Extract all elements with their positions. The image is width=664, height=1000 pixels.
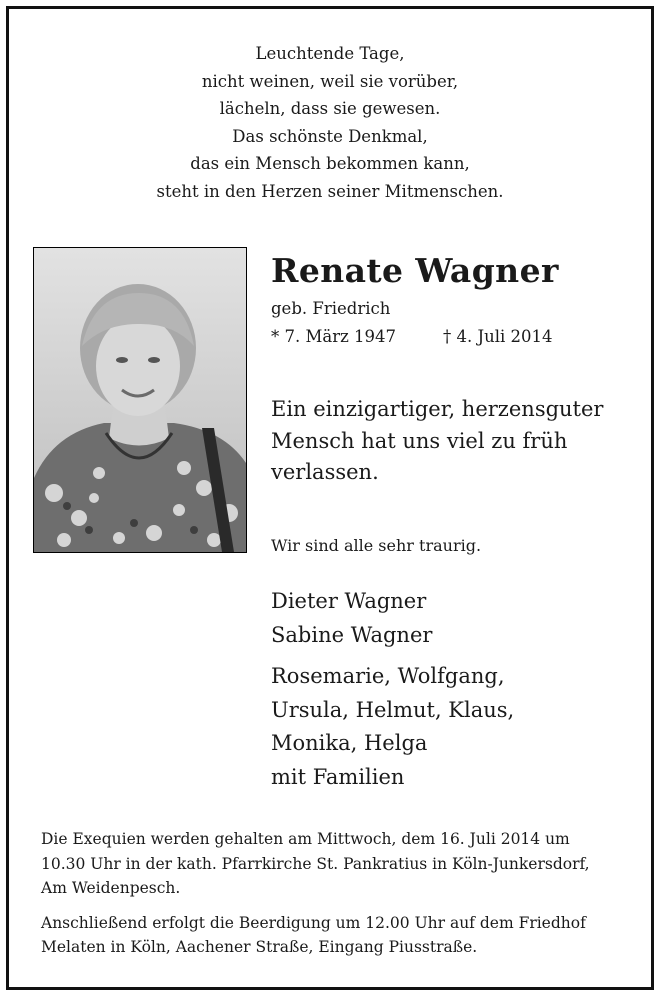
poem-line: das ein Mensch bekommen kann, [190,154,470,174]
birth-date: * 7. März 1947 [271,327,397,346]
mourner: Sabine Wagner [271,622,433,647]
service-line: 10.30 Uhr in der kath. Pfarrkirche St. Pankratius in Köln-Junkersdorf, [41,854,590,873]
tribute-line: Ein einzigartiger, herzensguter [271,397,604,421]
tribute-line: Mensch hat uns viel zu früh [271,428,568,453]
poem-line: Das schönste Denkmal, [232,126,428,146]
poem-line: Leuchtende Tage, [255,44,405,63]
poem [9,40,651,206]
sorrow-line: Wir sind alle sehr traurig. [271,536,482,555]
portrait-photo [33,247,247,553]
service-details [41,827,633,960]
mourner: Ursula, Helmut, Klaus, [271,697,515,722]
service-line: Die Exequien werden gehalten am Mittwoch, dem 16. Juli 2014 um [41,830,570,848]
portrait-illustration [34,248,246,552]
burial-line: Melaten in Köln, Aachener Straße, Eingang Piusstraße. [41,938,478,956]
deceased-name: Renate Wagner [271,251,559,290]
mourner: Dieter Wagner [271,589,427,613]
burial-info [41,911,633,960]
poem-line: nicht weinen, weil sie vorüber, [201,71,459,91]
mourner: Monika, Helga [271,731,428,755]
poem-line: lächeln, dass sie gewesen. [219,99,441,119]
death-date: † 4. Juli 2014 [443,327,553,346]
burial-line: Anschließend erfolgt die Beerdigung um 12.00 Uhr auf dem Friedhof [41,913,586,932]
mourner: mit Familien [271,764,405,789]
mourners-list [271,585,514,794]
death-notice [6,6,654,990]
tribute-text [271,394,603,489]
poem-line: steht in den Herzen seiner Mitmenschen. [156,181,504,201]
birth-name: geb. Friedrich [271,299,391,318]
life-dates [271,327,553,346]
service-info [41,827,633,901]
service-line: Am Weidenpesch. [41,879,181,897]
mourner: Rosemarie, Wolfgang, [271,664,505,688]
tribute-line: verlassen. [271,460,379,484]
